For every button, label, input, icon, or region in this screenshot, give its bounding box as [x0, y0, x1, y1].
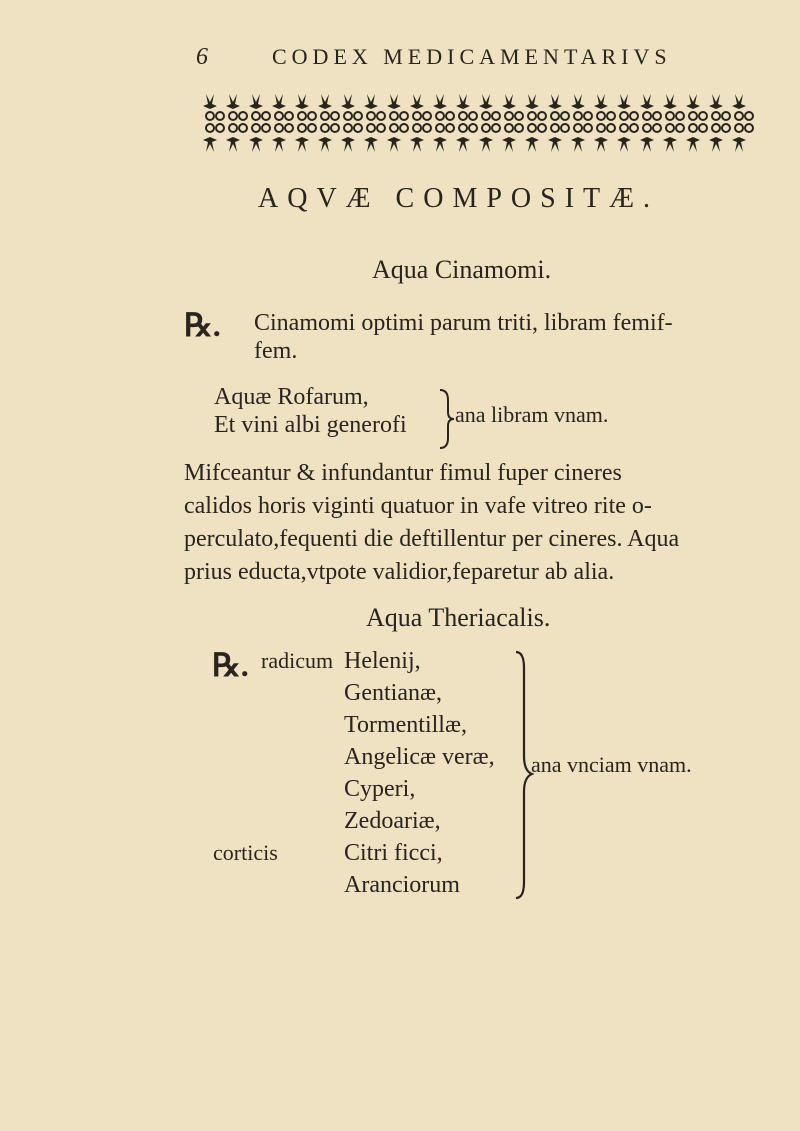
ingredient: Et vini albi generofi	[214, 412, 407, 438]
body-line: prius educta,vtpote validior,feparetur ab alia.	[184, 559, 615, 585]
body-line: Mifceantur & infundantur fimul fuper cineres	[184, 460, 622, 486]
ingredient: Helenij,	[344, 648, 421, 674]
body-line: calidos horis viginti quatuor in vafe vitreo rite o-	[184, 493, 652, 519]
ingredient: Angelicæ veræ,	[344, 744, 495, 770]
dose-text: ana libram vnam.	[455, 402, 609, 427]
recipe-line: Cinamomi optimi parum triti, libram femif-	[254, 310, 673, 336]
dose-text: ana vnciam vnam.	[531, 752, 692, 777]
ingredient: Cyperi,	[344, 776, 416, 802]
recipe-line: fem.	[254, 338, 298, 364]
brace	[436, 388, 456, 450]
ingredient: Aquæ Rofarum,	[214, 384, 369, 410]
recipe-title-theriacalis: Aqua Theriacalis.	[366, 603, 551, 632]
ingredient: Tormentillæ,	[344, 712, 467, 738]
section-title: AQVÆ COMPOSITÆ.	[258, 183, 660, 214]
body-line: perculato,fequenti die deftillentur per cineres. Aqua	[184, 526, 680, 552]
group-label-corticis: corticis	[213, 840, 278, 865]
fleuron-ornament-band	[196, 92, 756, 154]
recipe-symbol: ℞.	[184, 307, 221, 343]
group-label-radicum: radicum	[261, 648, 334, 673]
ingredient: Zedoariæ,	[344, 808, 441, 834]
ingredient: Aranciorum	[344, 872, 460, 898]
ingredient: Gentianæ,	[344, 680, 442, 706]
ingredient: Citri ficci,	[344, 840, 443, 866]
running-title: CODEX MEDICAMENTARIVS	[272, 44, 672, 69]
recipe-symbol: ℞.	[212, 647, 249, 683]
page-number: 6	[196, 44, 208, 70]
recipe-title-cinamomi: Aqua Cinamomi.	[372, 255, 552, 284]
